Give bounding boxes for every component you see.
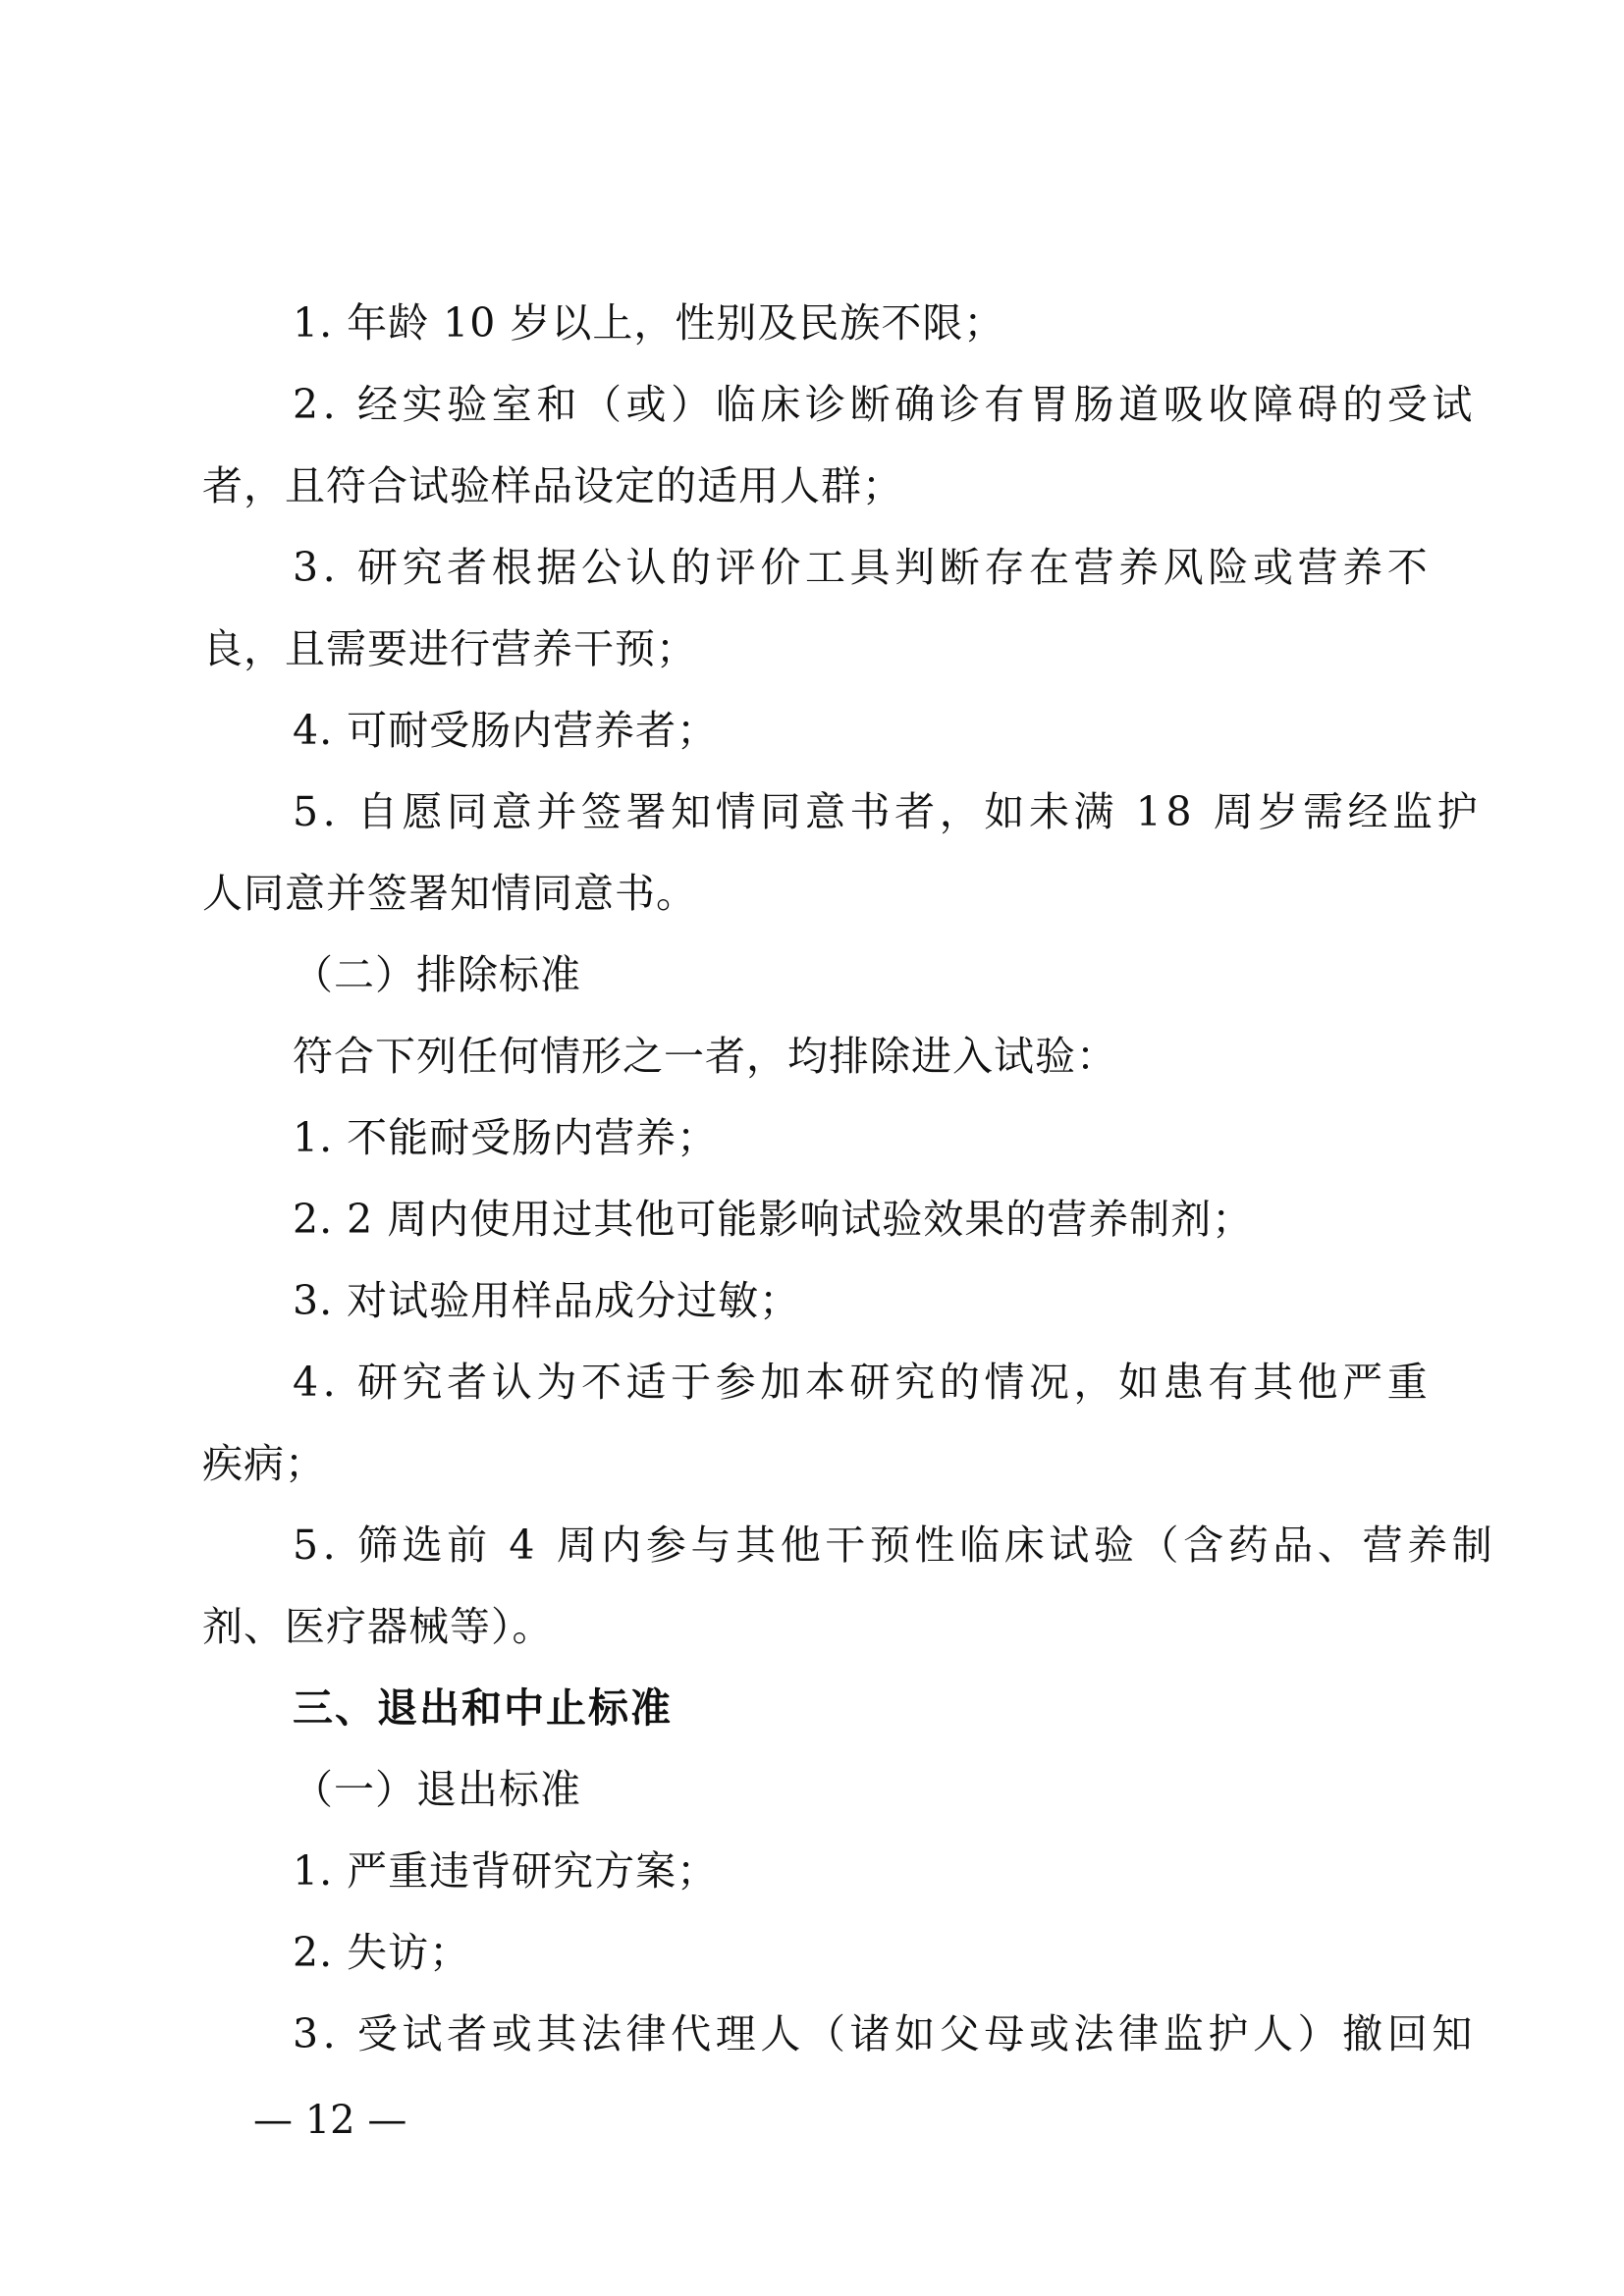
withdrawal-item-2: 2. 失访； — [293, 1929, 471, 1976]
inclusion-item-3-cont: 良，且需要进行营养干预； — [202, 625, 697, 672]
inclusion-item-1: 1. 年龄 10 岁以上，性别及民族不限； — [293, 299, 1005, 347]
withdrawal-heading: （一）退出标准 — [293, 1766, 581, 1813]
inclusion-item-5-cont: 人同意并签署知情同意书。 — [202, 870, 697, 917]
exclusion-item-1: 1. 不能耐受肠内营养； — [293, 1114, 719, 1161]
inclusion-item-5: 5. 自愿同意并签署知情同意书者，如未满 18 周岁需经监护 — [293, 788, 1483, 835]
exclusion-item-4: 4. 研究者认为不适于参加本研究的情况，如患有其他严重 — [293, 1359, 1433, 1406]
withdrawal-item-3: 3. 受试者或其法律代理人（诸如父母或法律监护人）撤回知 — [293, 2010, 1477, 2057]
inclusion-item-4: 4. 可耐受肠内营养者； — [293, 707, 719, 754]
exclusion-item-4-cont: 疾病； — [202, 1440, 326, 1487]
inclusion-item-2-cont: 者，且符合试验样品设定的适用人群； — [202, 462, 903, 509]
page-number: — 12 — — [253, 2098, 407, 2143]
exclusion-item-3: 3. 对试验用样品成分过敏； — [293, 1277, 801, 1324]
inclusion-item-2: 2. 经实验室和（或）临床诊断确诊有胃肠道吸收障碍的受试 — [293, 381, 1477, 428]
exclusion-heading: （二）排除标准 — [293, 951, 581, 998]
exclusion-item-2: 2. 2 周内使用过其他可能影响试验效果的营养制剂； — [293, 1196, 1254, 1243]
withdrawal-item-1: 1. 严重违背研究方案； — [293, 1847, 719, 1895]
section-heading-withdrawal: 三、退出和中止标准 — [293, 1684, 673, 1732]
exclusion-item-5: 5. 筛选前 4 周内参与其他干预性临床试验（含药品、营养制 — [293, 1522, 1497, 1569]
exclusion-item-5-cont: 剂、医疗器械等）。 — [202, 1603, 554, 1650]
inclusion-item-3: 3. 研究者根据公认的评价工具判断存在营养风险或营养不 — [293, 544, 1433, 591]
exclusion-intro: 符合下列任何情形之一者，均排除进入试验： — [293, 1033, 1117, 1080]
